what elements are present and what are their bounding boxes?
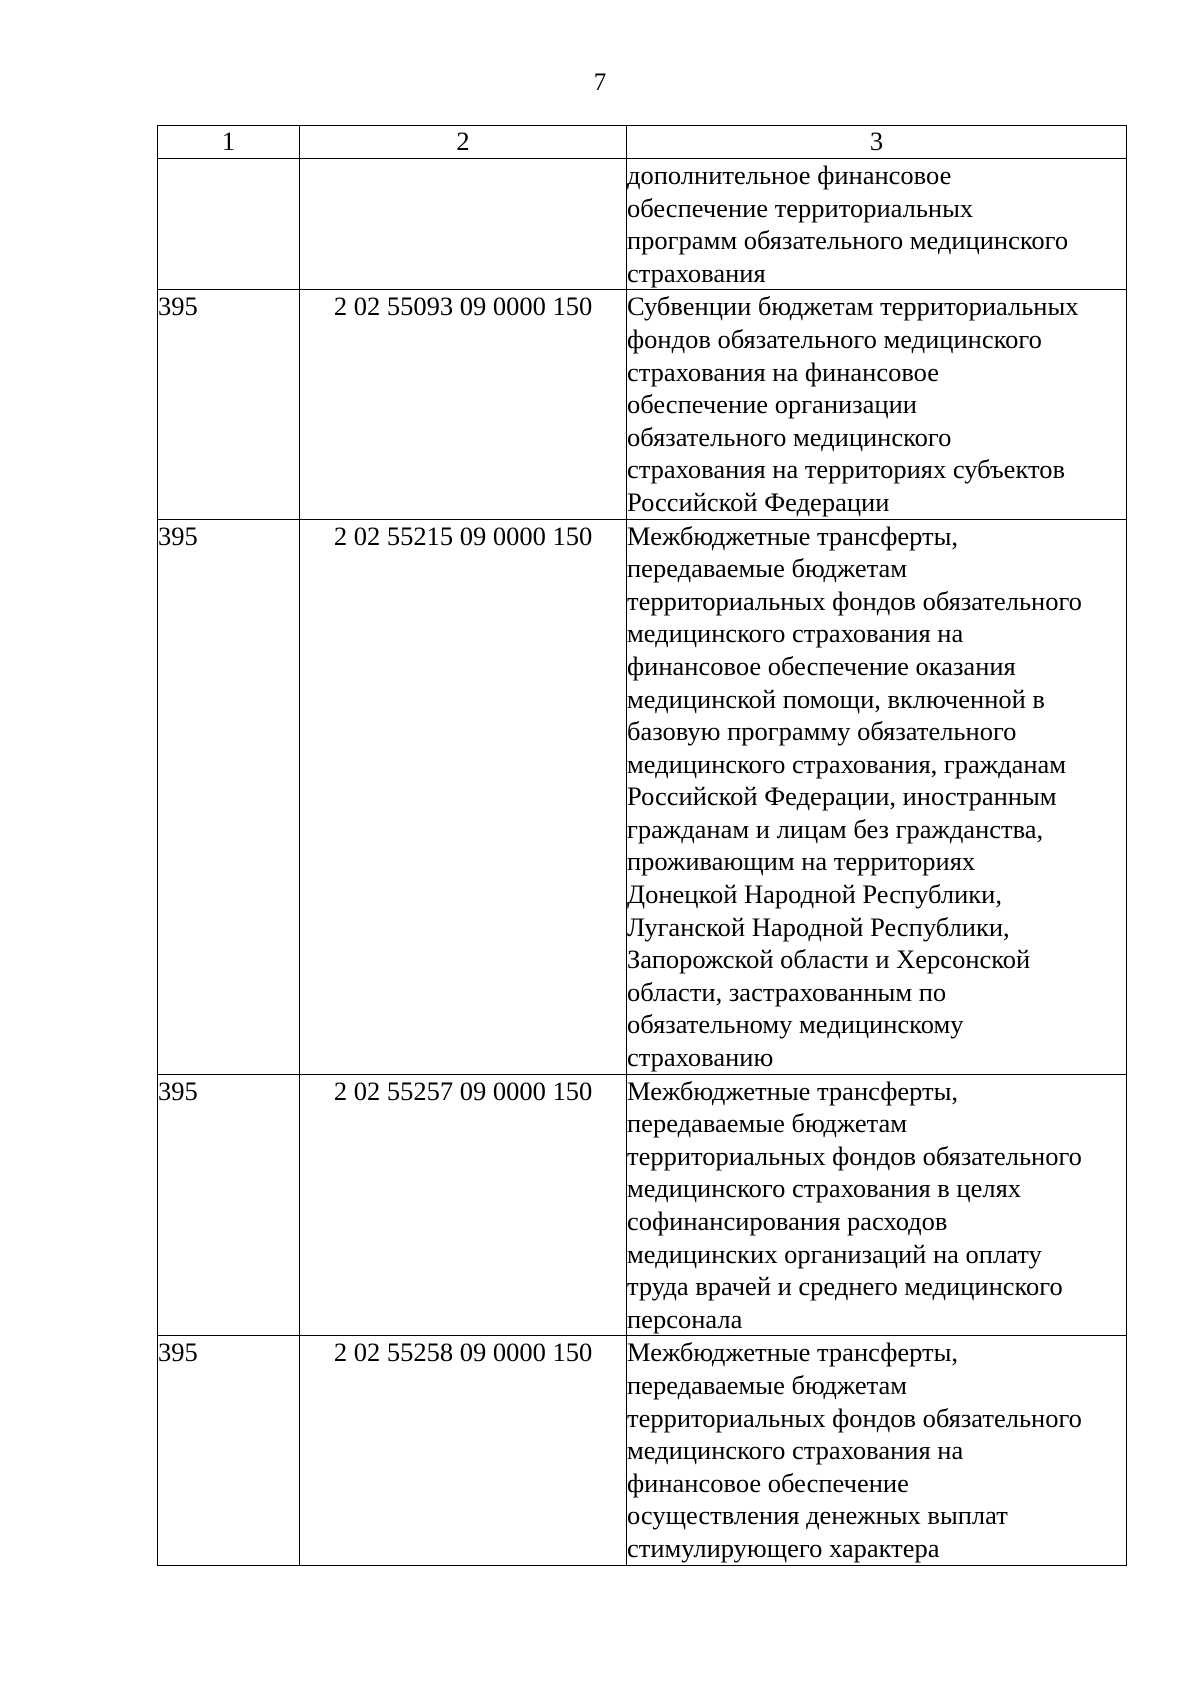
- revenue-code-cell: 2 02 55093 09 0000 150: [300, 290, 627, 519]
- description-line: стимулирующего характера: [627, 1532, 940, 1563]
- admin-code-cell: 395: [158, 1074, 300, 1336]
- admin-code-cell: 395: [158, 519, 300, 1074]
- admin-code-cell: 395: [158, 1336, 300, 1565]
- revenue-code-cell: 2 02 55258 09 0000 150: [300, 1336, 627, 1565]
- description-line: медицинской помощи, включенной в: [627, 683, 1045, 714]
- description-line: труда врачей и среднего медицинского: [627, 1271, 1063, 1302]
- table-row: [158, 1336, 1127, 1565]
- admin-code-cell: 395: [158, 290, 300, 519]
- description-line: обязательному медицинскому: [627, 1009, 964, 1040]
- description-line: персонала: [627, 1303, 743, 1334]
- admin-code-cell: [158, 159, 300, 290]
- page-number: 7: [593, 69, 607, 96]
- description-line: Российской Федерации: [627, 486, 890, 517]
- description-line: обеспечение организации: [627, 389, 917, 420]
- description-line: медицинского страхования на: [627, 1435, 964, 1466]
- description-line: Российской Федерации, иностранным: [627, 781, 1057, 812]
- description-cell: [627, 519, 1127, 1074]
- revenue-code-cell: [300, 159, 627, 290]
- description-line: Межбюджетные трансферты,: [627, 1337, 959, 1368]
- description-cell: [627, 1074, 1127, 1336]
- description-line: проживающим на территориях: [627, 846, 976, 877]
- description-line: Межбюджетные трансферты,: [627, 520, 959, 551]
- description-line: Запорожской области и Херсонской: [627, 944, 1031, 975]
- header-cell-3: 3: [627, 126, 1127, 159]
- table-header-row: [158, 126, 1127, 159]
- description-line: страхованию: [627, 1042, 774, 1073]
- description-cell: [627, 159, 1127, 290]
- header-cell-1: 1: [158, 126, 300, 159]
- table-row: [158, 290, 1127, 519]
- description-line: области, застрахованным по: [627, 976, 947, 1007]
- description-line: осуществления денежных выплат: [627, 1500, 1008, 1531]
- description-line: финансовое обеспечение: [627, 1467, 909, 1498]
- description-cell: [627, 1336, 1127, 1565]
- description-line: территориальных фондов обязательного: [627, 1402, 1082, 1433]
- description-line: Субвенции бюджетам территориальных: [627, 291, 1079, 322]
- table-row: [158, 159, 1127, 290]
- description-line: передаваемые бюджетам: [627, 1108, 908, 1139]
- description-line: обязательного медицинского: [627, 421, 952, 452]
- description-line: медицинского страхования на: [627, 618, 964, 649]
- description-line: страхования: [627, 257, 766, 288]
- description-cell: [627, 290, 1127, 519]
- description-line: передаваемые бюджетам: [627, 1369, 908, 1400]
- table-row: [158, 519, 1127, 1074]
- description-line: медицинского страхования в целях: [627, 1173, 1022, 1204]
- description-line: обеспечение территориальных: [627, 192, 974, 223]
- description-line: территориальных фондов обязательного: [627, 585, 1082, 616]
- revenue-code-cell: 2 02 55215 09 0000 150: [300, 519, 627, 1074]
- description-line: страхования на территориях субъектов: [627, 454, 1065, 485]
- revenue-codes-table: [157, 125, 1127, 1566]
- description-line: медицинских организаций на оплату: [627, 1238, 1042, 1269]
- description-line: софинансирования расходов: [627, 1206, 948, 1236]
- revenue-code-cell: 2 02 55257 09 0000 150: [300, 1074, 627, 1336]
- description-line: территориальных фондов обязательного: [627, 1140, 1082, 1171]
- description-line: передаваемые бюджетам: [627, 553, 908, 584]
- description-line: дополнительное финансовое: [627, 160, 952, 190]
- description-line: фондов обязательного медицинского: [627, 323, 1042, 354]
- description-line: медицинского страхования, гражданам: [627, 748, 1067, 779]
- description-line: страхования на финансовое: [627, 356, 939, 387]
- description-line: Донецкой Народной Республики,: [627, 879, 1002, 910]
- description-line: Луганской Народной Республики,: [627, 911, 1010, 942]
- description-line: гражданам и лицам без гражданства,: [627, 813, 1044, 844]
- table-row: [158, 1074, 1127, 1336]
- description-line: базовую программу обязательного: [627, 716, 1017, 747]
- description-line: программ обязательного медицинского: [627, 225, 1069, 256]
- description-line: Межбюджетные трансферты,: [627, 1075, 959, 1106]
- description-line: финансовое обеспечение оказания: [627, 650, 1016, 681]
- header-cell-2: 2: [300, 126, 627, 159]
